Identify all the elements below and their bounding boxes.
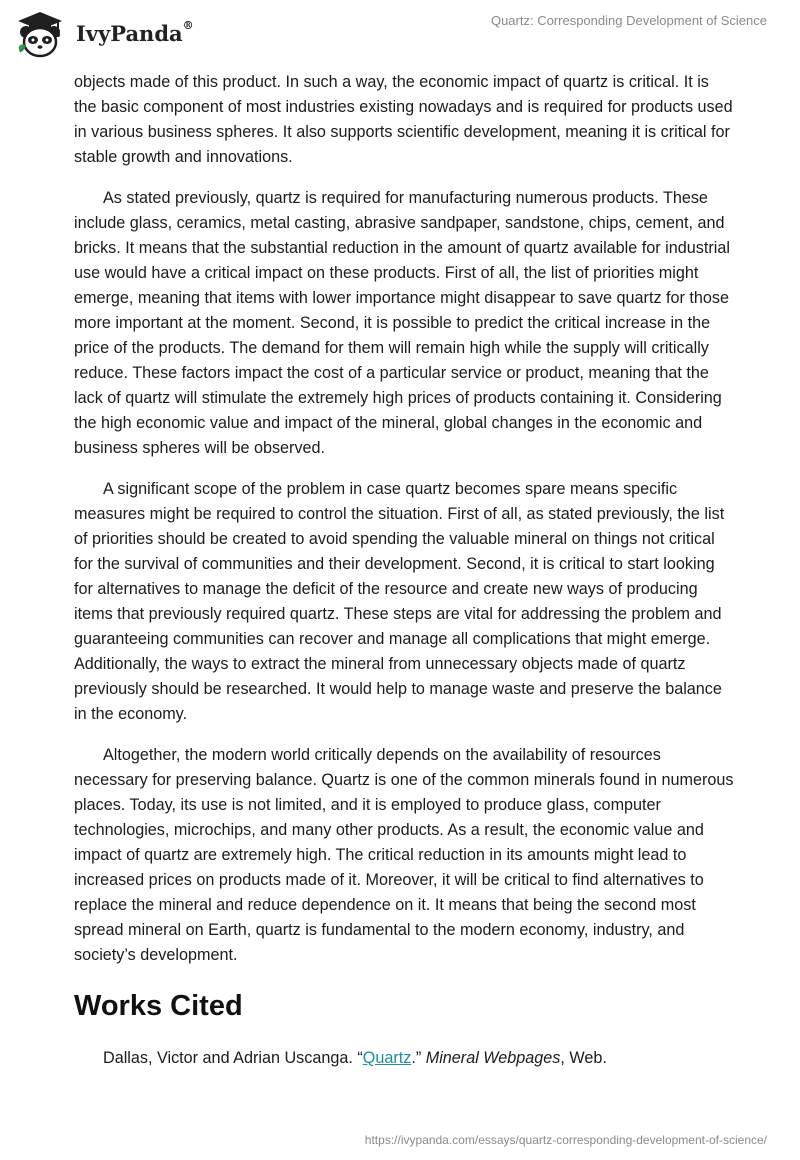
paragraph-2: As stated previously, quartz is required for manufacturing numerous products. These include glass, ceramics, metal casting, abrasive sandpaper, sandstone, chips, cement, and bricks. It means that the substantial reduction in the amount of quartz available for industrial use would have a critical impact on these products. First of all, the list of priorities might emerge, meaning that items with lower importance might disappear to save quartz for those more important at the moment. Second, it is possible to predict the critical increase in the price of the products. The demand for them will remain high while the supply will critically reduce. These factors impact the cost of a particular service or product, meaning that the lack of quartz will stimulate the extremely high prices of products containing it. Considering the high economic value and impact of the mineral, global changes in the economic and business spheres will be observed. [74,189,730,457]
citation-source: Mineral Webpages [425,1049,561,1067]
citation-authors: Dallas, Victor and Adrian Uscanga. “ [103,1049,363,1067]
brand-text: IvyPanda [76,20,183,46]
paragraph-1: objects made of this product. In such a way, the economic impact of quartz is critical. It is the basic component of most industries existing nowadays and is required for products used in various business spheres. It also supports scientific development, meaning it is critical for stable growth and innovations. [74,73,733,166]
essay-body [74,70,734,1071]
page-header [0,0,800,70]
document-title: Quartz: Corresponding Development of Science [490,13,767,28]
paragraph-3: A significant scope of the problem in case quartz becomes spare means specific measures might be required to control the situation. First of all, as stated previously, the list of priorities should be created to avoid spending the valuable mineral on things not critical for the survival of communities and their development. Second, it is critical to start looking for alternatives to manage the deficit of the resource and create new ways of producing items that previously required quartz. These steps are vital for addressing the problem and guaranteeing communities can recover and manage all complications that might emerge. Additionally, the ways to extract the mineral from unnecessary objects made of quartz previously should be researched. It would help to manage waste and preserve the balance in the economy. [74,480,725,723]
paragraph-4: Altogether, the modern world critically depends on the availability of resources necessary for preserving balance. Quartz is one of the common minerals found in numerous places. Today, its use is not limited, and it is employed to produce glass, computer technologies, microchips, and many other products. As a result, the economic value and impact of quartz are extremely high. The critical reduction in its amounts might lead to increased prices on products made of it. Moreover, it will be critical to find alternatives to replace the mineral and reduce dependence on it. It means that being the second most spread mineral on Earth, quartz is fundamental to the modern economy, industry, and society’s development. [74,746,734,964]
citation-tail: , Web. [560,1049,607,1067]
works-cited-heading: Works Cited [74,990,243,1022]
citation-after-link: .” [411,1049,426,1067]
brand-name [76,18,194,46]
page-url: https://ivypanda.com/essays/quartz-corresponding-development-of-science/ [364,1133,767,1147]
citation-entry [74,1046,734,1071]
registered-mark: ® [182,18,194,32]
ivypanda-logo[interactable] [14,8,204,60]
citation-link[interactable]: Quartz [362,1049,412,1067]
panda-graduate-icon [14,8,66,60]
